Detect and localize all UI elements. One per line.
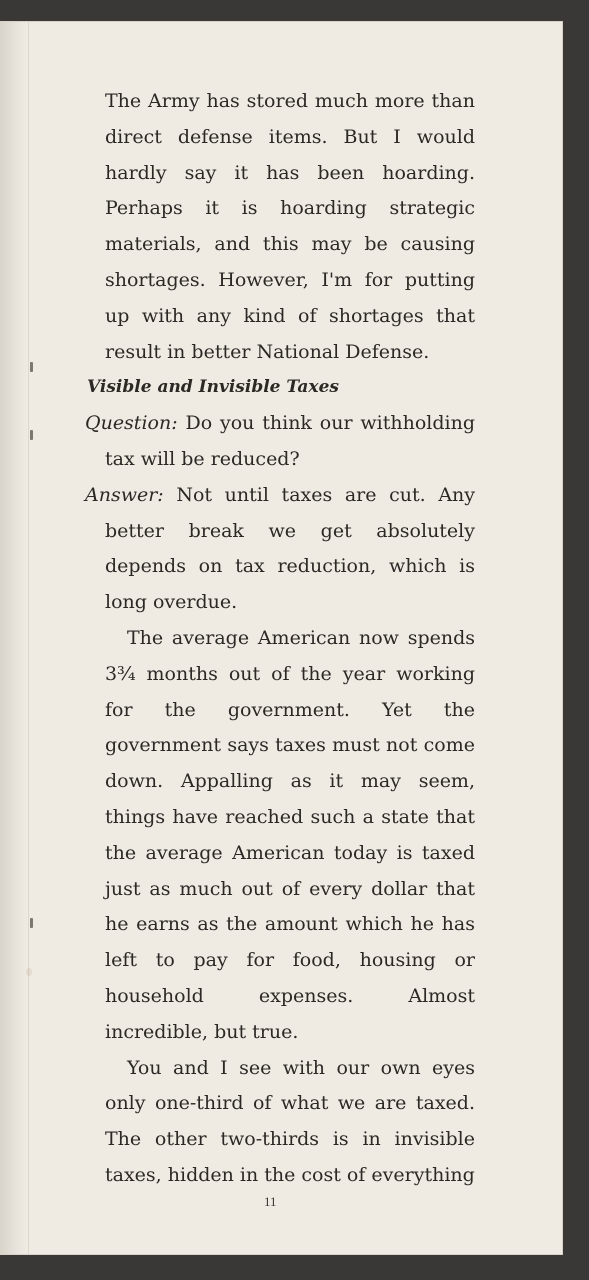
question-text: Do you think our withholding tax will be reduced? (105, 412, 475, 470)
binding-mark (30, 362, 33, 372)
book-page (0, 22, 562, 1254)
paragraph-invisible-taxes: You and I see with our own eyes only one-third of what we are taxed. The other two-thirds is in invisible taxes, hidden in the cost of everything (105, 1056, 475, 1186)
page-text (85, 84, 475, 1194)
page-binding-edge (0, 22, 29, 1254)
answer-block (85, 478, 475, 621)
answer-label: Answer: (85, 483, 164, 506)
question-block (85, 406, 475, 478)
answer-text: Not until taxes are cut. Any better break we get absolutely depends on tax reduction, which is long overdue. (105, 483, 476, 614)
page-number: 11 (264, 1194, 277, 1209)
binding-mark (30, 430, 33, 440)
paper-stain (26, 968, 32, 976)
question-label: Question: (85, 412, 178, 435)
paragraph-army-storage: The Army has stored much more than direct defense items. But I would hardly say it has been hoarding. Perhaps it is hoarding strategic materials, and this may be causing shortages. However, I'm for putting up with any kind of shortages that result in better National Defense. (105, 90, 475, 363)
section-heading: Visible and Invisible Taxes (87, 377, 339, 398)
binding-mark (30, 918, 33, 928)
paragraph-average-american: The average American now spends 3¾ months out of the year working for the government. Yet the government says taxes must not come down. Appalling as it may seem, things have reached such a state that the average American today is taxed just as much out of every dollar that he earns as the amount which he has left to pay for food, housing or household expenses. Almost incredible, but true. (105, 626, 475, 1043)
